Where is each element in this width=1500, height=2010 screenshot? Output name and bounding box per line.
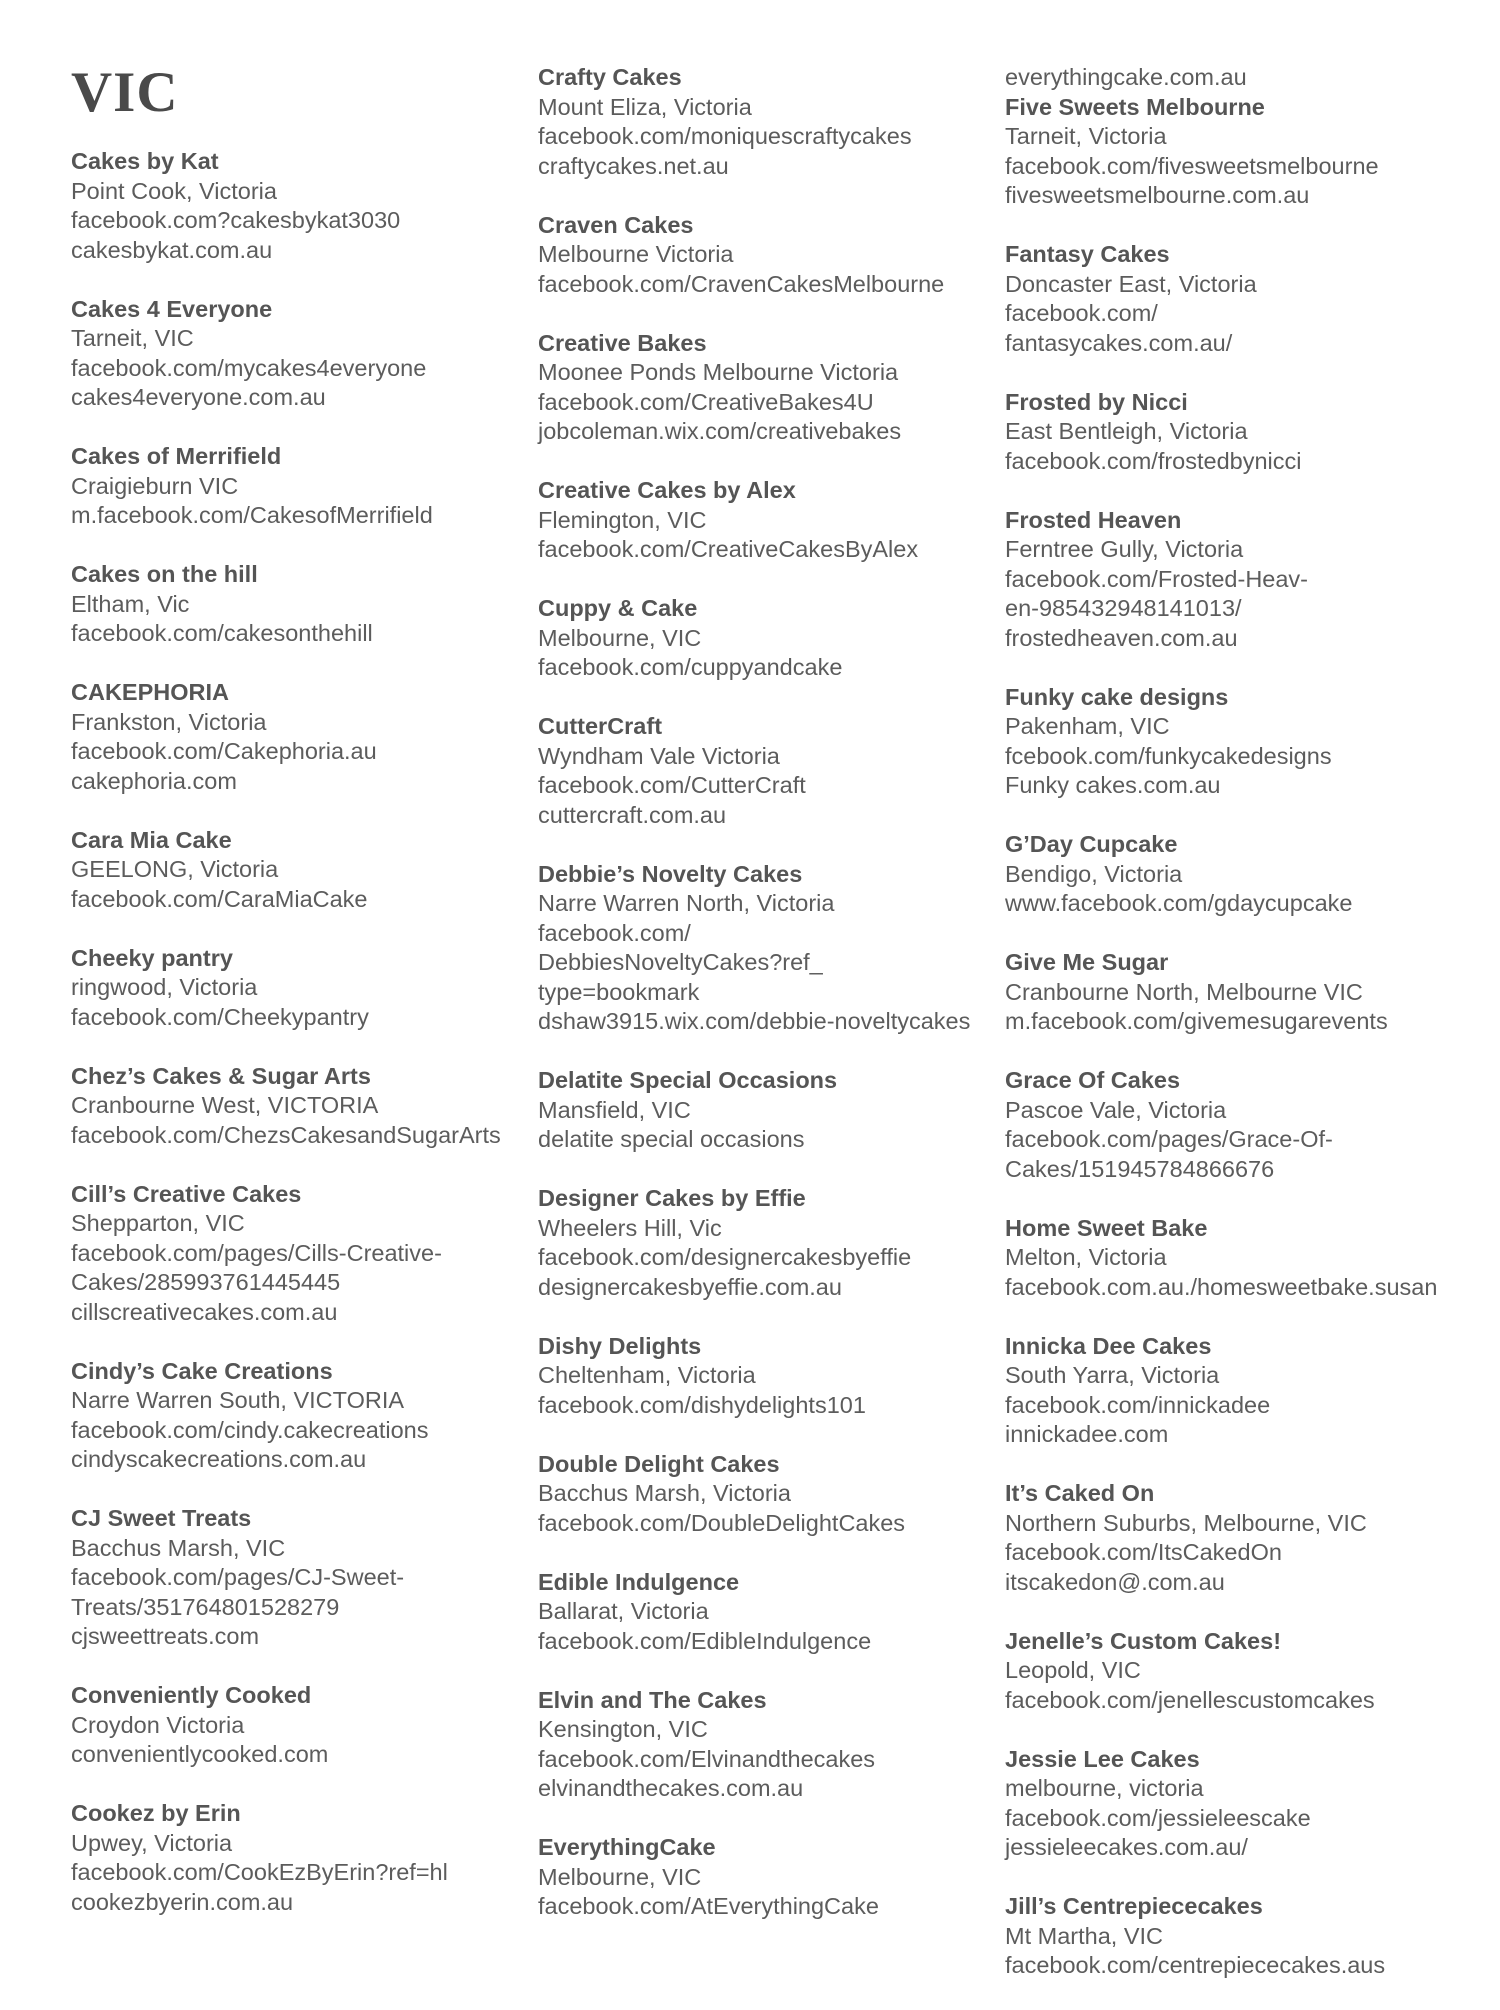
business-location: melbourne, victoria <box>1005 1775 1204 1801</box>
business-location: Shepparton, VIC <box>71 1210 245 1236</box>
business-name: Designer Cakes by Effie <box>538 1185 806 1211</box>
business-name: Chez’s Cakes & Sugar Arts <box>71 1062 371 1089</box>
business-name: It’s Caked On <box>1005 1480 1155 1506</box>
business-name: Crafty Cakes <box>538 64 682 90</box>
business-link: designercakesbyeffie.com.au <box>538 1273 842 1300</box>
business-name: CJ Sweet Treats <box>71 1505 252 1531</box>
business-link: facebook.com/Elvinandthecakes <box>538 1745 876 1772</box>
business-location: Pakenham, VIC <box>1005 713 1170 739</box>
entry-line: everythingcake.com.au <box>1005 64 1247 90</box>
business-link: fantasycakes.com.au/ <box>1005 329 1233 356</box>
business-link: facebook.com/Cakephoria.au <box>71 738 377 764</box>
business-location: Cheltenham, Victoria <box>538 1362 756 1388</box>
continued-entry <box>1005 63 1485 93</box>
business-location: Bacchus Marsh, Victoria <box>538 1480 791 1506</box>
directory-entry <box>1005 93 1485 211</box>
business-location: Wheelers Hill, Vic <box>538 1214 722 1241</box>
business-link: fivesweetsmelbourne.com.au <box>1005 182 1310 208</box>
business-location: Melton, Victoria <box>1005 1244 1167 1270</box>
business-link: itscakedon@.com.au <box>1005 1568 1225 1595</box>
business-name: Cakes of Merrifield <box>71 443 282 469</box>
directory-column-3-list <box>1005 93 1485 1981</box>
business-name: Cookez by Erin <box>71 1800 241 1826</box>
business-name: Frosted Heaven <box>1005 506 1182 533</box>
business-link: facebook.com/dishydelights101 <box>538 1391 866 1418</box>
business-link: facebook.com/EdibleIndulgence <box>538 1627 872 1654</box>
business-name: Creative Bakes <box>538 329 707 356</box>
directory-entry <box>71 1681 531 1770</box>
business-name: Cindy’s Cake Creations <box>71 1357 333 1384</box>
directory-entry <box>1005 683 1485 801</box>
business-location: Eltham, Vic <box>71 590 190 617</box>
business-name: Cill’s Creative Cakes <box>71 1180 302 1207</box>
business-link: frostedheaven.com.au <box>1005 624 1238 651</box>
business-link: facebook.com/pages/Cills-Creative- <box>71 1239 442 1266</box>
business-location: Ballarat, Victoria <box>538 1598 709 1624</box>
business-location: Croydon Victoria <box>71 1711 245 1738</box>
directory-entry <box>538 211 998 300</box>
business-name: Cara Mia Cake <box>71 826 232 853</box>
business-link: facebook.com.au./homesweetbake.susan <box>1005 1273 1438 1300</box>
business-location: Flemington, VIC <box>538 506 707 533</box>
business-link: facebook.com/CreativeCakesByAlex <box>538 536 919 562</box>
business-name: Innicka Dee Cakes <box>1005 1332 1212 1359</box>
directory-entry <box>71 560 531 649</box>
business-link: facebook.com/ <box>1005 300 1158 326</box>
business-name: Cakes on the hill <box>71 561 258 587</box>
business-location: Cranbourne West, VICTORIA <box>71 1092 379 1118</box>
business-location: Pascoe Vale, Victoria <box>1005 1096 1227 1123</box>
business-link: cakes4everyone.com.au <box>71 384 326 410</box>
business-location: South Yarra, Victoria <box>1005 1362 1220 1388</box>
business-location: Tarneit, VIC <box>71 325 194 351</box>
directory-entry <box>538 1066 998 1155</box>
business-location: Mansfield, VIC <box>538 1096 691 1123</box>
business-name: Frosted by Nicci <box>1005 388 1188 415</box>
business-name: CutterCraft <box>538 713 663 739</box>
business-location: Bacchus Marsh, VIC <box>71 1534 286 1561</box>
business-location: Doncaster East, Victoria <box>1005 270 1257 297</box>
business-name: Delatite Special Occasions <box>538 1067 838 1093</box>
business-link: delatite special occasions <box>538 1126 805 1152</box>
business-link: fcebook.com/funkycakedesigns <box>1005 742 1332 769</box>
business-location: Leopold, VIC <box>1005 1657 1141 1683</box>
directory-entry <box>1005 388 1485 477</box>
business-location: Craigieburn VIC <box>71 472 239 499</box>
page-title: VIC <box>71 61 179 124</box>
directory-entry <box>1005 1214 1485 1303</box>
business-link: cakesbykat.com.au <box>71 236 273 263</box>
business-link: facebook.com/jenellescustomcakes <box>1005 1686 1375 1713</box>
directory-entry <box>538 1568 998 1657</box>
directory-entry <box>538 1184 998 1302</box>
business-link: craftycakes.net.au <box>538 152 729 179</box>
directory-entry <box>71 678 531 796</box>
directory-entry <box>1005 1745 1485 1863</box>
business-name: Jill’s Centrepiececakes <box>1005 1893 1263 1919</box>
business-link: elvinandthecakes.com.au <box>538 1775 804 1801</box>
business-link: facebook.com/ <box>538 919 691 946</box>
business-link: cjsweettreats.com <box>71 1623 260 1649</box>
business-link: Cakes/151945784866676 <box>1005 1155 1275 1182</box>
business-link: facebook.com/cuppyandcake <box>538 654 843 680</box>
business-location: Bendigo, Victoria <box>1005 860 1183 887</box>
business-link: en-985432948141013/ <box>1005 595 1242 621</box>
business-location: Narre Warren South, VICTORIA <box>71 1387 405 1413</box>
business-name: Debbie’s Novelty Cakes <box>538 860 803 887</box>
business-link: Treats/351764801528279 <box>71 1593 340 1620</box>
business-location: Melbourne, VIC <box>538 1863 702 1890</box>
directory-entry <box>71 147 531 265</box>
business-name: Jessie Lee Cakes <box>1005 1745 1200 1772</box>
directory-entry <box>71 1062 531 1151</box>
business-location: Northern Suburbs, Melbourne, VIC <box>1005 1509 1367 1536</box>
directory-entry <box>538 1833 998 1922</box>
business-name: Cheeky pantry <box>71 944 233 971</box>
directory-entry <box>538 1450 998 1539</box>
business-location: Tarneit, Victoria <box>1005 123 1167 149</box>
business-location: ringwood, Victoria <box>71 974 258 1000</box>
business-link: facebook.com/CreativeBakes4U <box>538 388 874 415</box>
business-name: CAKEPHORIA <box>71 679 229 705</box>
directory-entry <box>1005 1332 1485 1450</box>
business-link: facebook.com/CaraMiaCake <box>71 885 368 912</box>
directory-entry <box>1005 830 1485 919</box>
directory-entry <box>1005 1627 1485 1716</box>
business-link: cillscreativecakes.com.au <box>71 1298 338 1325</box>
business-link: cookezbyerin.com.au <box>71 1888 294 1915</box>
business-name: Cakes by Kat <box>71 148 219 174</box>
directory-entry <box>1005 948 1485 1037</box>
business-link: m.facebook.com/CakesofMerrifield <box>71 502 433 528</box>
business-name: Funky cake designs <box>1005 683 1229 710</box>
directory-entry <box>71 442 531 531</box>
business-name: Creative Cakes by Alex <box>538 477 796 503</box>
business-link: facebook.com/moniquescraftycakes <box>538 123 912 149</box>
business-link: www.facebook.com/gdaycupcake <box>1005 890 1353 916</box>
directory-entry <box>71 1799 531 1917</box>
business-location: Mount Eliza, Victoria <box>538 93 752 120</box>
business-link: facebook.com/centrepiececakes.aus <box>1005 1952 1386 1978</box>
directory-entry <box>1005 1479 1485 1597</box>
directory-column-2 <box>538 63 998 1951</box>
business-link: innickadee.com <box>1005 1421 1169 1447</box>
business-name: Craven Cakes <box>538 211 694 238</box>
directory-entry <box>538 594 998 683</box>
business-link: m.facebook.com/givemesugarevents <box>1005 1008 1388 1034</box>
business-name: Cakes 4 Everyone <box>71 295 273 322</box>
business-link: facebook.com/pages/CJ-Sweet- <box>71 1564 405 1590</box>
directory-entry <box>1005 1892 1485 1981</box>
business-link: Cakes/285993761445445 <box>71 1269 341 1295</box>
business-name: Five Sweets Melbourne <box>1005 93 1265 120</box>
business-name: Elvin and The Cakes <box>538 1686 767 1713</box>
business-name: EverythingCake <box>538 1834 716 1860</box>
directory-entry <box>538 63 998 181</box>
business-link: facebook.com/AtEverythingCake <box>538 1893 879 1919</box>
business-link: facebook.com/CutterCraft <box>538 772 806 798</box>
directory-entry <box>538 860 998 1037</box>
business-link: facebook.com/CravenCakesMelbourne <box>538 270 945 297</box>
business-name: Dishy Delights <box>538 1332 702 1359</box>
business-location: Upwey, Victoria <box>71 1829 233 1856</box>
business-link: facebook.com/innickadee <box>1005 1391 1271 1418</box>
business-link: facebook.com/CookEzByErin?ref=hl <box>71 1859 448 1885</box>
directory-entry <box>1005 240 1485 358</box>
business-location: Ferntree Gully, Victoria <box>1005 536 1244 562</box>
business-link: facebook.com/ChezsCakesandSugarArts <box>71 1121 501 1148</box>
business-name: Jenelle’s Custom Cakes! <box>1005 1627 1282 1654</box>
business-name: Grace Of Cakes <box>1005 1067 1181 1093</box>
business-link: convenientlycooked.com <box>71 1741 329 1767</box>
business-link: dshaw3915.wix.com/debbie-noveltycakes <box>538 1008 971 1034</box>
directory-entry <box>71 826 531 915</box>
business-link: facebook.com?cakesbykat3030 <box>71 207 401 233</box>
business-link: cuttercraft.com.au <box>538 801 727 828</box>
directory-column-1 <box>71 147 531 1947</box>
directory-entry <box>1005 506 1485 654</box>
business-name: Cuppy & Cake <box>538 595 698 621</box>
business-link: cindyscakecreations.com.au <box>71 1446 367 1472</box>
directory-entry <box>538 1686 998 1804</box>
business-location: Mt Martha, VIC <box>1005 1922 1164 1949</box>
directory-entry <box>1005 1066 1485 1184</box>
business-link: facebook.com/mycakes4everyone <box>71 354 427 381</box>
directory-entry <box>538 476 998 565</box>
business-link: Funky cakes.com.au <box>1005 772 1221 798</box>
business-name: G’Day Cupcake <box>1005 831 1178 857</box>
business-location: Melbourne, VIC <box>538 624 702 651</box>
business-link: facebook.com/Frosted-Heav- <box>1005 565 1309 592</box>
business-name: Give Me Sugar <box>1005 949 1169 975</box>
directory-entry <box>538 1332 998 1421</box>
business-link: facebook.com/jessieleescake <box>1005 1804 1311 1831</box>
business-link: facebook.com/pages/Grace-Of- <box>1005 1126 1333 1152</box>
directory-entry <box>71 944 531 1033</box>
business-location: Cranbourne North, Melbourne VIC <box>1005 978 1363 1005</box>
business-link: jobcoleman.wix.com/creativebakes <box>538 418 902 444</box>
business-link: type=bookmark <box>538 978 700 1005</box>
business-location: Melbourne Victoria <box>538 241 734 267</box>
business-link: jessieleecakes.com.au/ <box>1005 1834 1248 1860</box>
business-name: Home Sweet Bake <box>1005 1214 1208 1241</box>
business-link: facebook.com/Cheekypantry <box>71 1003 369 1030</box>
business-location: East Bentleigh, Victoria <box>1005 418 1248 444</box>
business-location: Kensington, VIC <box>538 1716 708 1742</box>
directory-entry <box>538 329 998 447</box>
business-link: facebook.com/fivesweetsmelbourne <box>1005 152 1379 179</box>
business-name: Conveniently Cooked <box>71 1682 312 1708</box>
business-link: facebook.com/frostedbynicci <box>1005 447 1302 474</box>
business-link: cakephoria.com <box>71 767 237 794</box>
business-location: Moonee Ponds Melbourne Victoria <box>538 359 899 385</box>
directory-entry <box>538 712 998 830</box>
business-link: facebook.com/cakesonthehill <box>71 620 373 646</box>
directory-entry <box>71 1357 531 1475</box>
directory-entry <box>71 1180 531 1328</box>
directory-entry <box>71 295 531 413</box>
directory-column-3 <box>1005 63 1485 2010</box>
business-location: GEELONG, Victoria <box>71 856 279 882</box>
business-name: Fantasy Cakes <box>1005 241 1170 267</box>
business-link: facebook.com/DoubleDelightCakes <box>538 1509 906 1536</box>
business-location: Narre Warren North, Victoria <box>538 890 835 916</box>
business-link: DebbiesNoveltyCakes?ref_ <box>538 949 823 975</box>
business-location: Wyndham Vale Victoria <box>538 742 780 769</box>
business-link: facebook.com/designercakesbyeffie <box>538 1244 912 1270</box>
business-location: Frankston, Victoria <box>71 708 267 735</box>
business-link: facebook.com/cindy.cakecreations <box>71 1416 429 1443</box>
business-name: Double Delight Cakes <box>538 1450 780 1477</box>
business-name: Edible Indulgence <box>538 1568 740 1595</box>
business-location: Point Cook, Victoria <box>71 177 277 204</box>
business-link: facebook.com/ItsCakedOn <box>1005 1539 1282 1565</box>
directory-entry <box>71 1504 531 1652</box>
